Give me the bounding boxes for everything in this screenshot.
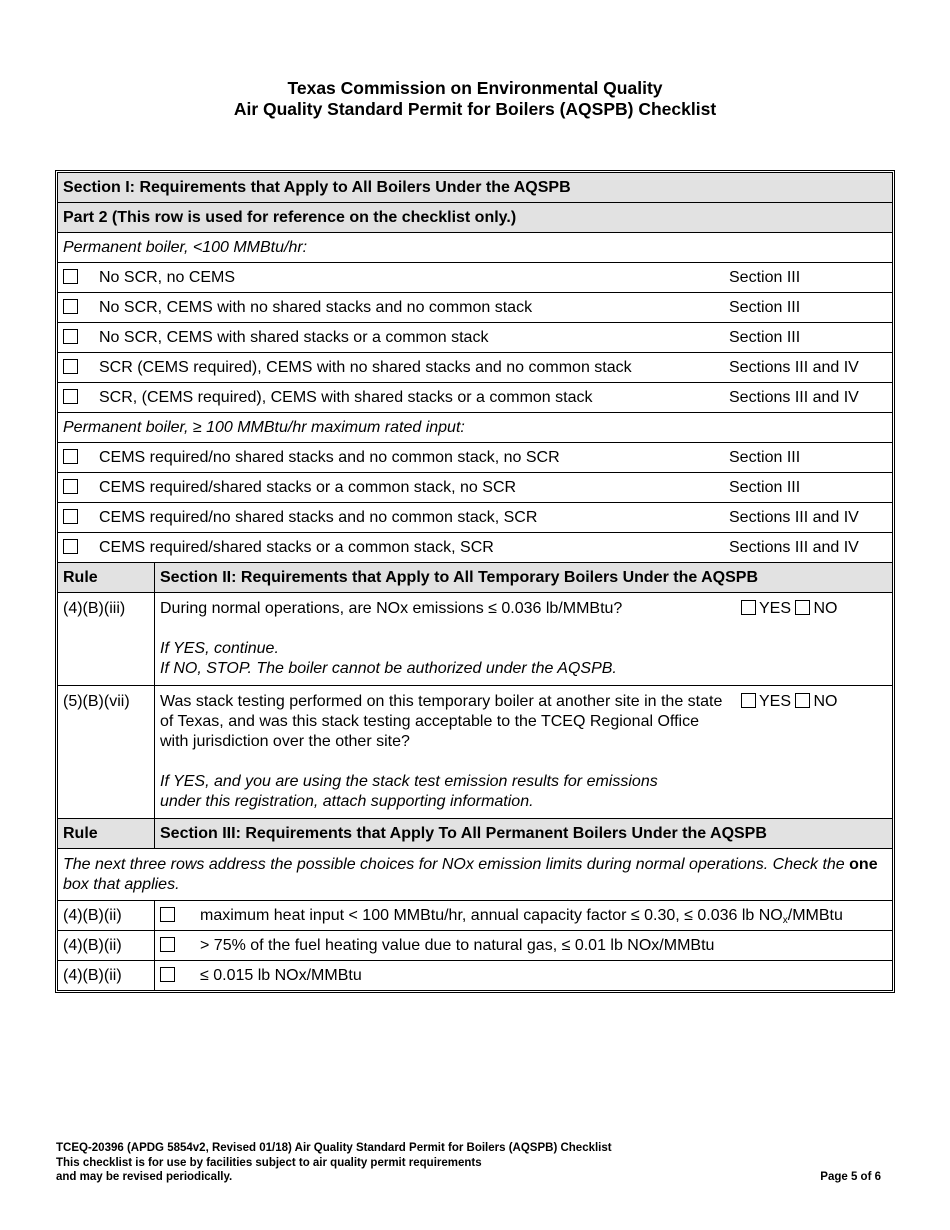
rule-column-header: Rule: [58, 819, 155, 848]
footer-note: and may be revised periodically.: [56, 1171, 233, 1183]
yes-no-choice: [741, 599, 887, 679]
option-label: No SCR, CEMS with no shared stacks and no common stack: [99, 298, 533, 316]
checkbox[interactable]: [160, 907, 175, 922]
yes-label: YES: [759, 693, 792, 710]
checkbox[interactable]: [63, 359, 78, 374]
section-ref: Sections III and IV: [729, 388, 859, 406]
rule-ref: (4)(B)(ii): [58, 901, 155, 930]
checkbox[interactable]: [160, 967, 175, 982]
section1-title: Section I: Requirements that Apply to All Boilers Under the AQSPB: [63, 178, 571, 196]
section-ref: Section III: [729, 268, 801, 286]
checklist-row: [58, 383, 892, 413]
question-note: If YES, continue.: [160, 640, 279, 657]
section2-header-row: [58, 563, 892, 593]
rule-column-header: Rule: [58, 563, 155, 592]
question-text: Was stack testing performed on this temporary boiler at another site in the state of Texas, and was this stack testing acceptable to the TCEQ Regional Office with jurisdiction over the other site?: [160, 693, 723, 750]
option-label: CEMS required/shared stacks or a common stack, no SCR: [99, 478, 517, 496]
no-checkbox[interactable]: [795, 693, 810, 708]
group1-label-row: [58, 233, 892, 263]
checklist-row: [58, 473, 892, 503]
form-id: TCEQ-20396 (APDG 5854v2, Revised 01/18) Air Quality Standard Permit for Boilers (AQSPB) Checklist: [56, 1142, 612, 1154]
question-note: If NO, STOP. The boiler cannot be authorized under the AQSPB.: [160, 660, 617, 677]
checkbox[interactable]: [63, 509, 78, 524]
option-label: CEMS required/no shared stacks and no common stack, SCR: [99, 508, 538, 526]
part2-header-row: [58, 203, 892, 233]
checkbox[interactable]: [63, 299, 78, 314]
checkbox[interactable]: [63, 389, 78, 404]
option-label: CEMS required/shared stacks or a common stack, SCR: [99, 538, 494, 556]
checkbox[interactable]: [63, 329, 78, 344]
no-label: NO: [813, 693, 838, 710]
option-label: SCR, (CEMS required), CEMS with shared stacks or a common stack: [99, 388, 593, 406]
checklist-table: [55, 170, 895, 993]
agency-name: Texas Commission on Environmental Quality: [287, 78, 663, 98]
part2-title: Part 2 (This row is used for reference on the checklist only.): [63, 208, 517, 226]
checklist-row: [58, 533, 892, 563]
emphasis-one: one: [849, 856, 878, 873]
section-ref: Section III: [729, 448, 801, 466]
nox-option-row: [58, 931, 892, 961]
checklist-row: [58, 323, 892, 353]
checklist-row: [58, 293, 892, 323]
option-label: No SCR, no CEMS: [99, 268, 236, 286]
section-ref: Section III: [729, 478, 801, 496]
no-label: NO: [813, 600, 838, 617]
option-label: ≤ 0.015 lb NOx/MMBtu: [200, 966, 362, 984]
yes-checkbox[interactable]: [741, 600, 756, 615]
document-title: [0, 78, 950, 120]
checkbox[interactable]: [63, 449, 78, 464]
option-label: SCR (CEMS required), CEMS with no shared stacks and no common stack: [99, 358, 632, 376]
rule-ref: (4)(B)(ii): [58, 961, 155, 990]
section-ref: Section III: [729, 298, 801, 316]
group2-label-row: [58, 413, 892, 443]
option-label: CEMS required/no shared stacks and no common stack, no SCR: [99, 448, 560, 466]
checklist-row: [58, 503, 892, 533]
section1-header-row: [58, 173, 892, 203]
checkbox[interactable]: [160, 937, 175, 952]
group1-label: Permanent boiler, <100 MMBtu/hr:: [63, 238, 308, 256]
checkbox[interactable]: [63, 269, 78, 284]
checklist-row: [58, 263, 892, 293]
no-checkbox[interactable]: [795, 600, 810, 615]
group2-label: Permanent boiler, ≥ 100 MMBtu/hr maximum rated input:: [63, 418, 465, 436]
rule-ref: (4)(B)(iii): [58, 593, 155, 685]
yes-label: YES: [759, 600, 792, 617]
question-row: [58, 686, 892, 819]
rule-ref: (5)(B)(vii): [58, 686, 155, 818]
option-label: No SCR, CEMS with shared stacks or a common stack: [99, 328, 489, 346]
checkbox[interactable]: [63, 539, 78, 554]
page-number: Page 5 of 6: [820, 1171, 881, 1183]
section3-note-row: [58, 849, 892, 901]
yes-no-choice: [741, 692, 887, 812]
section-ref: Section III: [729, 328, 801, 346]
question-text: During normal operations, are NOx emissions ≤ 0.036 lb/MMBtu?: [160, 600, 623, 617]
checkbox[interactable]: [63, 479, 78, 494]
footer-note: This checklist is for use by facilities subject to air quality permit requirements: [56, 1156, 482, 1169]
rule-ref: (4)(B)(ii): [58, 931, 155, 960]
option-label: maximum heat input < 100 MMBtu/hr, annual capacity factor ≤ 0.30, ≤ 0.036 lb $NO_x$/MMBtu: [200, 906, 843, 926]
section-ref: Sections III and IV: [729, 538, 859, 556]
page-footer: [56, 1141, 881, 1185]
section3-note: The next three rows address the possible choices for NOx emission limits during normal operations. Check the one box that applies.: [63, 856, 878, 893]
checklist-title: Air Quality Standard Permit for Boilers (AQSPB) Checklist: [233, 99, 717, 119]
option-label: > 75% of the fuel heating value due to natural gas, ≤ 0.01 lb NOx/MMBtu: [200, 936, 715, 954]
section3-title: Section III: Requirements that Apply To All Permanent Boilers Under the AQSPB: [160, 824, 767, 842]
section2-title: Section II: Requirements that Apply to All Temporary Boilers Under the AQSPB: [160, 568, 759, 586]
section3-header-row: [58, 819, 892, 849]
question-note: If YES, and you are using the stack test emission results for emissions under this registration, attach supporting information.: [160, 773, 658, 810]
checklist-row: [58, 353, 892, 383]
section-ref: Sections III and IV: [729, 358, 859, 376]
nox-option-row: [58, 961, 892, 990]
yes-checkbox[interactable]: [741, 693, 756, 708]
nox-option-row: [58, 901, 892, 931]
checklist-row: [58, 443, 892, 473]
section-ref: Sections III and IV: [729, 508, 859, 526]
question-row: [58, 593, 892, 686]
